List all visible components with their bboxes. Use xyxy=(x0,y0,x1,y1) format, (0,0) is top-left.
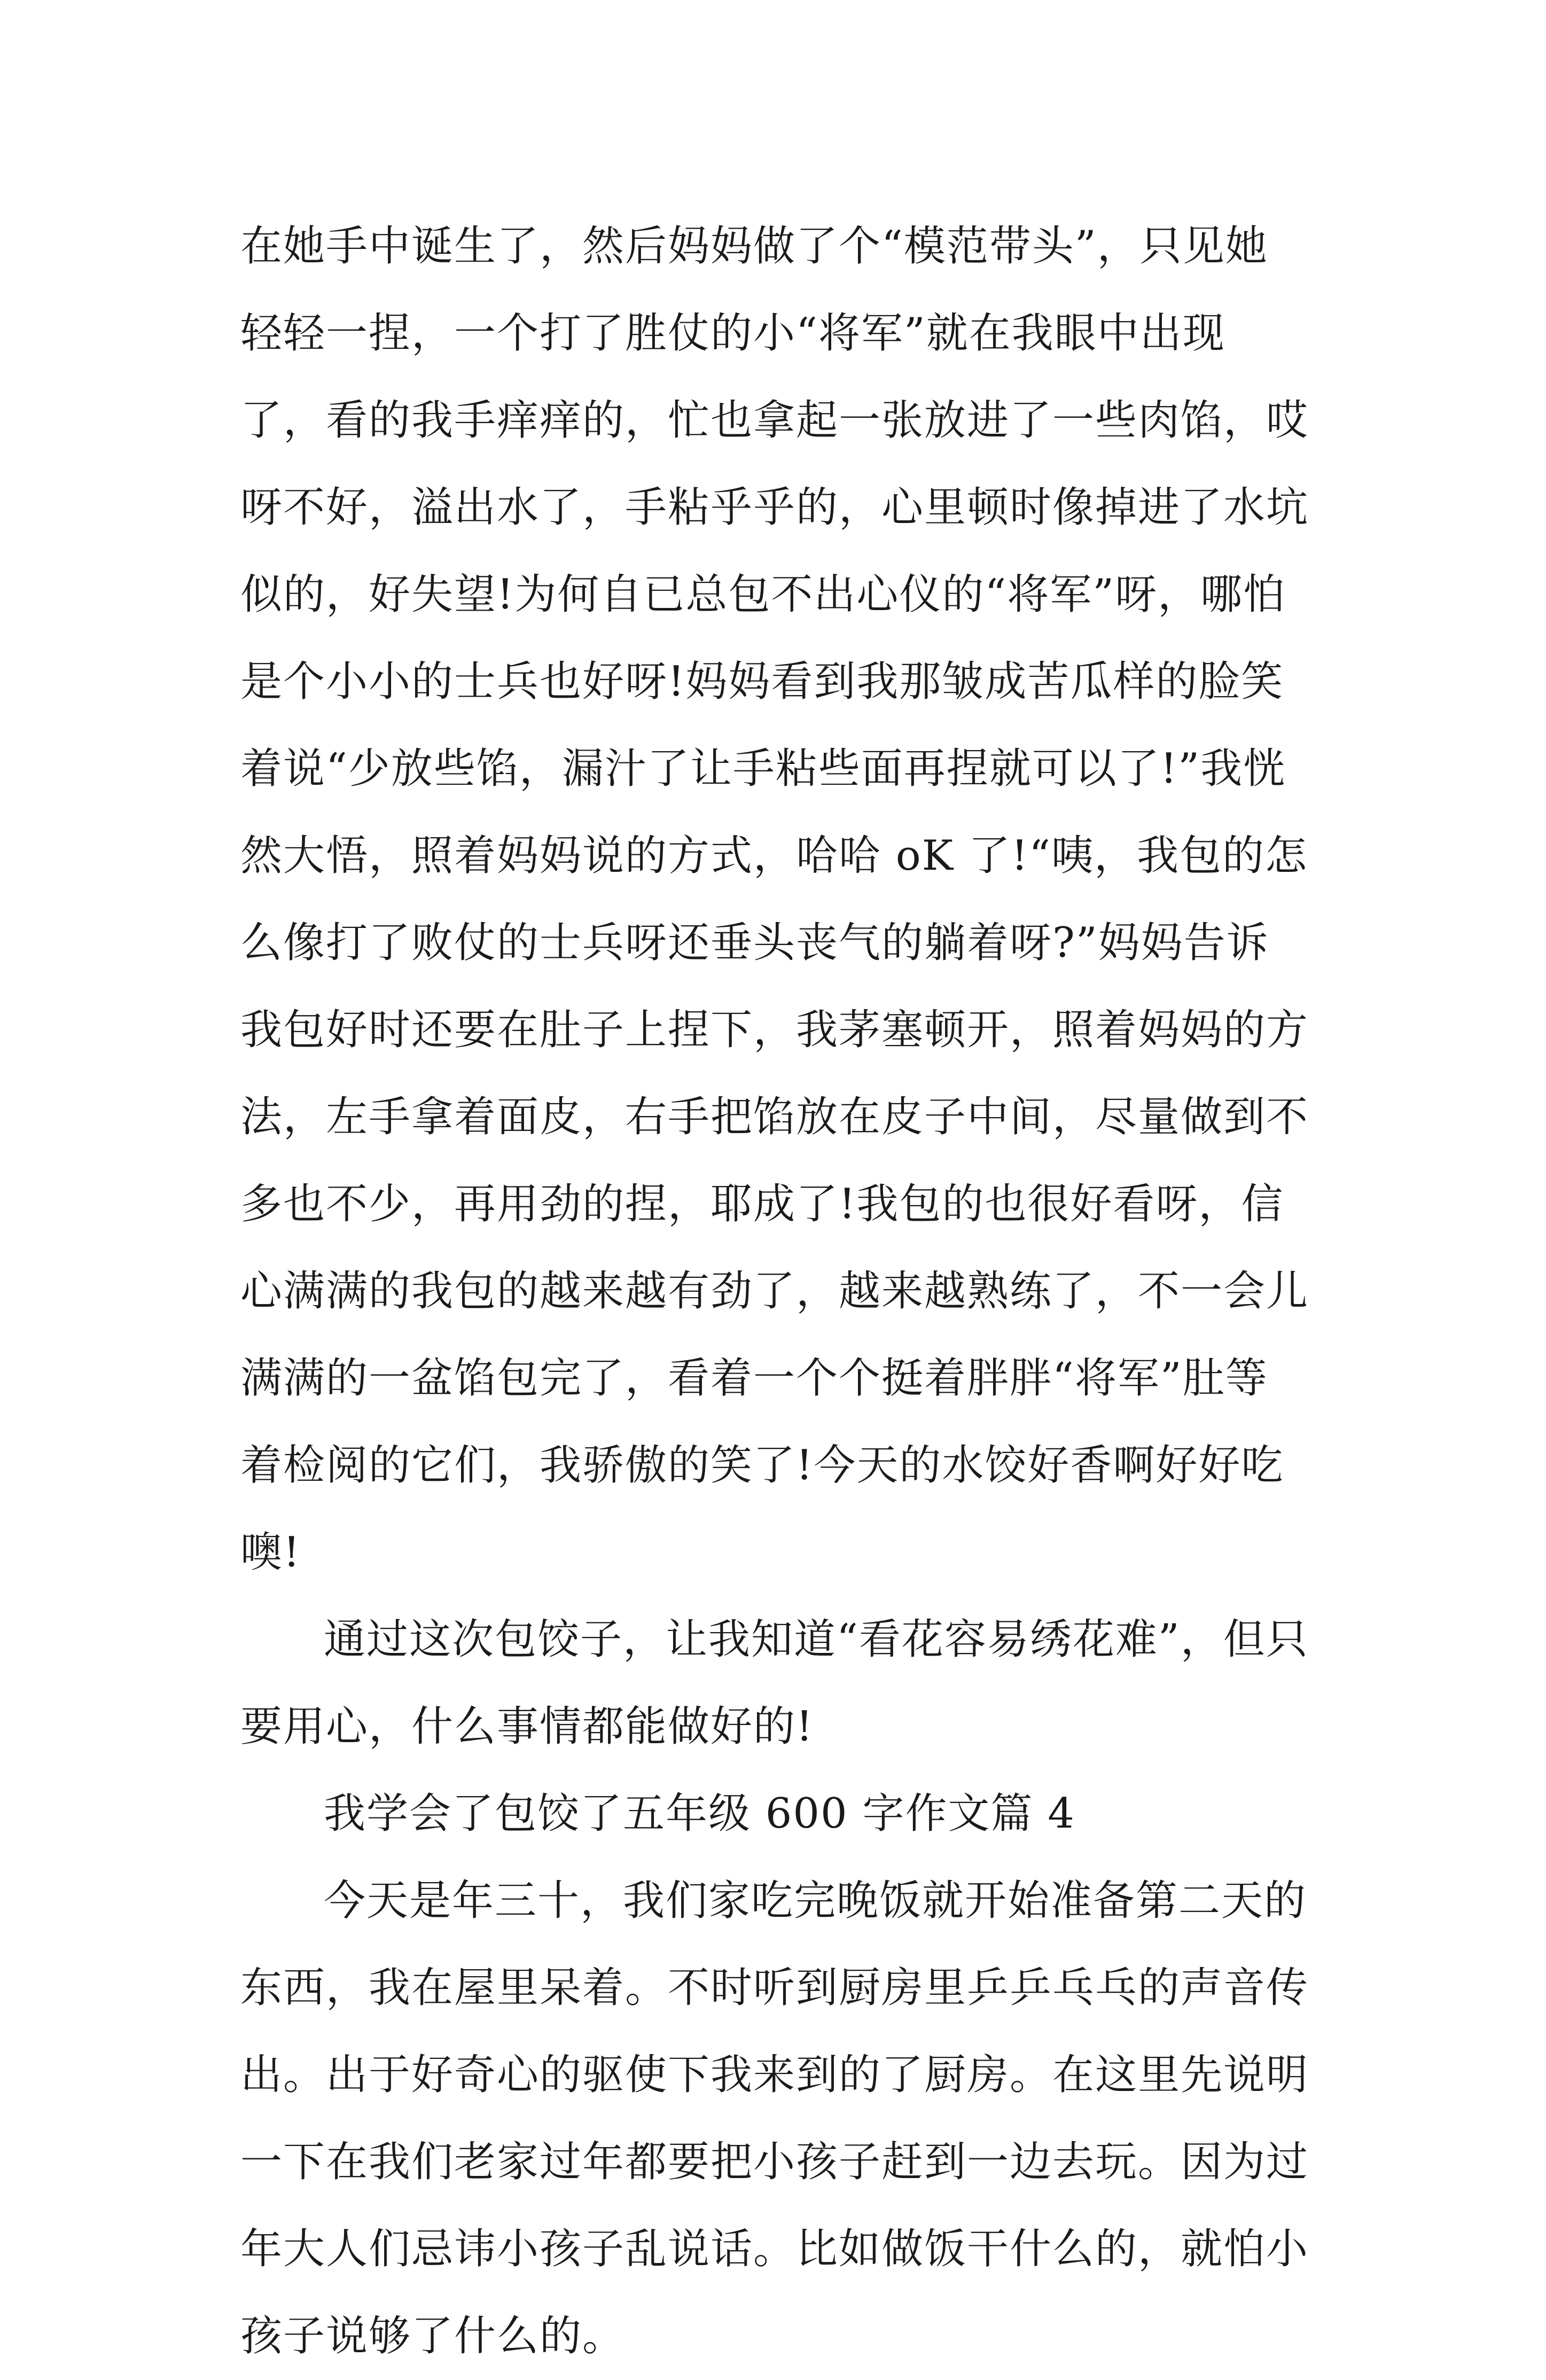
paragraph-conclusion: 通过这次包饺子，让我知道“看花容易绣花难”，但只要用心，什么事情都能做好的! xyxy=(240,1616,1309,1751)
paragraph-opening: 今天是年三十，我们家吃完晚饭就开始准备第二天的东西，我在屋里呆着。不时听到厨房里乒乒乓乓的声音传出。出于好奇心的驱使下我来到的了厨房。在这里先说明一下在我们老家过年都要把小孩子赶到一边去玩。因为过年大人们忌讳小孩子乱说话。比如做饭干什么的，就怕小孩子说够了什么的。 xyxy=(240,1877,1309,2360)
text-column xyxy=(240,203,1309,2380)
section-title: 我学会了包饺了五年级 600 字作文篇 4 xyxy=(324,1790,1075,1838)
paragraph-continued: 在她手中诞生了，然后妈妈做了个“模范带头”，只见她轻轻一捏，一个打了胜仗的小“将军”就在我眼中出现了，看的我手痒痒的，忙也拿起一张放进了一些肉馅，哎呀不好，溢出水了，手粘乎乎的，心里顿时像掉进了水坑似的，好失望!为何自已总包不出心仪的“将军”呀，哪怕是个小小的士兵也好呀!妈妈看到我那皱成苦瓜样的脸笑着说“少放些馅，漏汁了让手粘些面再捏就可以了!”我恍然大悟，照着妈妈说的方式，哈哈 oK 了!“咦，我包的怎么像打了败仗的士兵呀还垂头丧气的躺着呀?”妈妈告诉我包好时还要在肚子上捏下，我茅塞顿开，照着妈妈的方法，左手拿着面皮，右手把馅放在皮子中间，尽量做到不多也不少，再用劲的捏，耶成了!我包的也很好看呀，信心满满的我包的越来越有劲了，越来越熟练了，不一会儿满满的一盆馅包完了，看着一个个挺着胖胖“将军”肚等着检阅的它们，我骄傲的笑了!今天的水饺好香啊好好吃噢! xyxy=(240,222,1309,1577)
